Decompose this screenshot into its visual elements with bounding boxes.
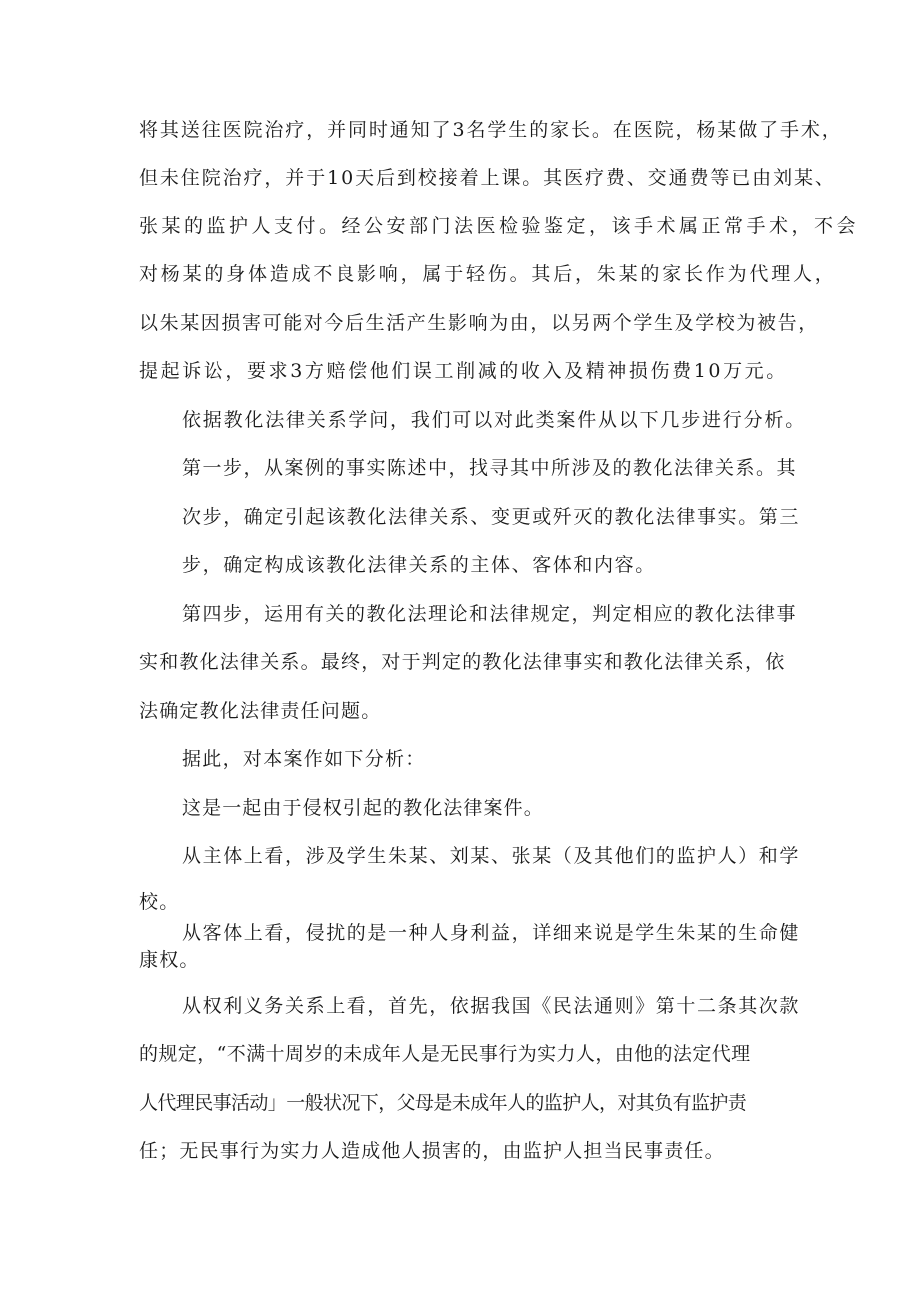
text-line: 从客体上看，侵扰的是一种人身利益，详细来说是学生朱某的生命健 bbox=[182, 922, 801, 944]
text-line: 提起诉讼，要求3方赔偿他们误工削减的收入及精神损伤费10万元。 bbox=[139, 360, 788, 382]
text-line: 次步，确定引起该教化法律关系、变更或歼灭的教化法律事实。第三 bbox=[182, 506, 801, 528]
text-line: 以朱某因损害可能对今后生活产生影响为由，以另两个学生及学校为被告， bbox=[139, 312, 819, 334]
text-line: 依据教化法律关系学问，我们可以对此类案件从以下几步进行分析。 bbox=[182, 409, 807, 431]
text-line: 第四步，运用有关的教化法理论和法律规定，判定相应的教化法律事 bbox=[182, 603, 798, 625]
text-line: 第一步，从案例的事实陈述中，找寻其中所涉及的教化法律关系。其 bbox=[182, 457, 798, 479]
text-line: 从权利义务关系上看，首先，依据我国《民法通则》第十二条其次款 bbox=[182, 995, 801, 1017]
text-line: 步，确定构成该教化法律关系的主体、客体和内容。 bbox=[182, 554, 656, 576]
text-line: 校。 bbox=[139, 891, 180, 913]
text-line: 据此，对本案作如下分析： bbox=[182, 748, 426, 770]
text-line: 对杨某的身体造成不良影响，属于轻伤。其后，朱某的家长作为代理人， bbox=[139, 263, 837, 285]
text-line: 张某的监护人支付。经公安部门法医检验鉴定，该手术属正常手术，不会 bbox=[139, 215, 860, 237]
text-line: 人代理民事活动」一般状况下，父母是未成年人的监护人，对其负有监护责 bbox=[139, 1092, 747, 1114]
text-line: 这是一起由于侵权引起的教化法律案件。 bbox=[182, 797, 544, 819]
text-line: 的规定，“不满十周岁的未成年人是无民事行为实力人，由他的法定代理 bbox=[139, 1043, 751, 1065]
text-line: 从主体上看，涉及学生朱某、刘某、张某（及其他们的监护人）和学 bbox=[182, 845, 801, 867]
text-line: 实和教化法律关系。最终，对于判定的教化法律事实和教化法律关系，依 bbox=[139, 651, 786, 673]
text-line: 康权。 bbox=[139, 949, 200, 971]
text-line: 但未住院治疗，并于10天后到校接着上课。其医疗费、交通费等已由刘某、 bbox=[139, 167, 836, 189]
text-line: 法确定教化法律责任问题。 bbox=[139, 700, 382, 722]
text-line: 将其送往医院治疗，并同时通知了3名学生的家长。在医院，杨某做了手术， bbox=[139, 119, 843, 141]
text-line: 任；无民事行为实力人造成他人损害的，由监护人担当民事责任。 bbox=[139, 1140, 725, 1162]
